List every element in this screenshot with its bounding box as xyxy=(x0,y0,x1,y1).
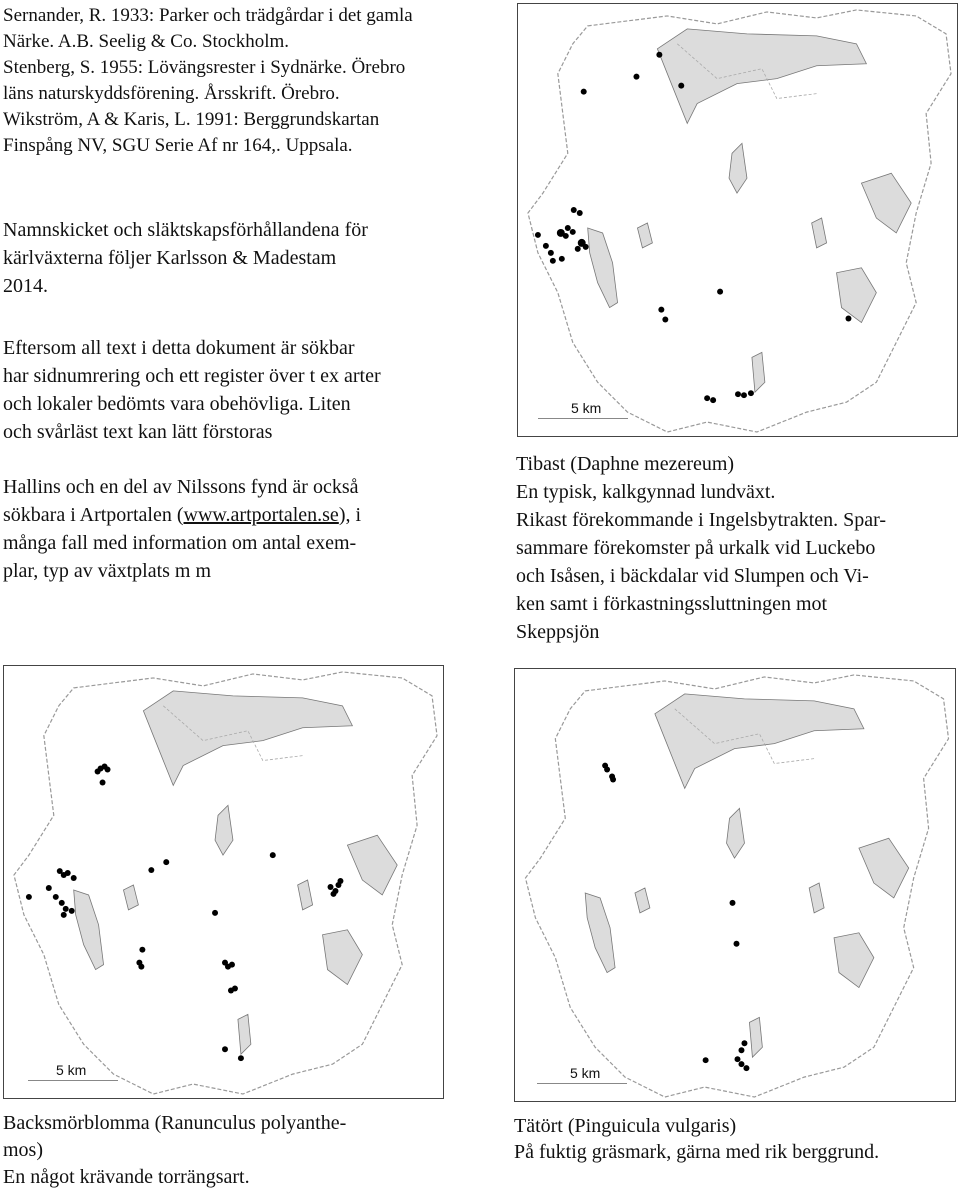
occurrence-dot xyxy=(46,885,52,891)
caption-line: Skeppsjön xyxy=(516,621,600,643)
tatort-map xyxy=(514,668,956,1102)
occurrence-dot xyxy=(570,229,576,235)
naming-note xyxy=(3,216,368,300)
occurrence-dot xyxy=(734,941,740,947)
occurrence-dot xyxy=(846,316,852,322)
occurrence-dot xyxy=(662,317,668,323)
occurrence-dot xyxy=(738,1061,744,1067)
occurrence-dot xyxy=(61,912,67,918)
search-line: Eftersom all text i detta dokument är sökbar xyxy=(3,337,355,359)
naming-line: kärlväxterna följer Karlsson & Madestam xyxy=(3,247,337,269)
hallins-line: plar, typ av växtplats m m xyxy=(3,560,212,582)
occurrence-dot xyxy=(610,777,616,783)
occurrence-dot xyxy=(148,867,154,873)
search-line: och svårläst text kan lätt förstoras xyxy=(3,421,273,443)
occurrence-dot xyxy=(337,878,343,884)
occurrence-dot xyxy=(741,392,747,398)
scale-bar xyxy=(28,1080,118,1081)
occurrence-dot xyxy=(678,83,684,89)
occurrence-dot xyxy=(535,232,541,238)
occurrence-dot xyxy=(710,397,716,403)
occurrence-dot xyxy=(575,246,581,252)
hallins-line xyxy=(3,501,361,529)
occurrence-dot xyxy=(658,307,664,313)
occurrence-dot xyxy=(717,289,723,295)
caption-line: En typisk, kalkgynnad lundväxt. xyxy=(516,481,776,503)
occurrence-dot xyxy=(577,210,583,216)
occurrence-dot xyxy=(571,207,577,213)
occurrence-dot xyxy=(563,233,569,239)
occurrence-dot xyxy=(238,1055,244,1061)
occurrence-dot xyxy=(704,395,710,401)
backsmorblomma-map xyxy=(3,665,444,1099)
occurrence-dot xyxy=(232,986,238,992)
caption-line: sammare förekomster på urkalk vid Luckebo xyxy=(516,537,876,559)
caption-line: Rikast förekommande i Ingelsbytrakten. Spar- xyxy=(516,509,887,531)
references xyxy=(3,3,413,159)
occurrence-dot xyxy=(633,74,639,80)
naming-line: 2014. xyxy=(3,275,48,297)
occurrence-dot xyxy=(105,767,111,773)
reference-line: Sernander, R. 1933: Parker och trädgårdar i det gamla xyxy=(3,5,413,26)
hallins-line: Hallins och en del av Nilssons fynd är också xyxy=(3,476,359,498)
occurrence-dot xyxy=(270,852,276,858)
occurrence-dot xyxy=(59,900,65,906)
occurrence-dot xyxy=(741,1040,747,1046)
occurrence-dot xyxy=(69,908,75,914)
occurrence-dot xyxy=(565,225,571,231)
occurrence-dot xyxy=(738,1047,744,1053)
tatort-occurrence-dots xyxy=(602,763,749,1072)
occurrence-dot xyxy=(730,900,736,906)
occurrence-dot xyxy=(53,894,59,900)
backsmorblomma-occurrence-dots xyxy=(26,764,344,1062)
occurrence-dot xyxy=(550,258,556,264)
occurrence-dot xyxy=(100,779,106,785)
reference-line: Wikström, A & Karis, L. 1991: Berggrundskartan xyxy=(3,109,380,130)
occurrence-dot xyxy=(26,894,32,900)
occurrence-dot xyxy=(703,1057,709,1063)
caption-line: På fuktig gräsmark, gärna med rik berggrund. xyxy=(514,1141,880,1163)
reference-line: Finspång NV, SGU Serie Af nr 164,. Uppsala. xyxy=(3,135,353,156)
caption-line: Backsmörblomma (Ranunculus polyanthe- xyxy=(3,1112,347,1134)
occurrence-dot xyxy=(138,964,144,970)
reference-line: Stenberg, S. 1955: Lövängsrester i Sydnärke. Örebro xyxy=(3,57,406,78)
occurrence-dot xyxy=(328,884,334,890)
caption-line: mos) xyxy=(3,1139,43,1161)
scale-label: 5 km xyxy=(570,1065,601,1081)
occurrence-dot xyxy=(735,1056,741,1062)
naming-line: Namnskicket och släktskapsförhållandena för xyxy=(3,219,368,241)
artportalen-note xyxy=(3,473,361,585)
tatort-caption xyxy=(514,1113,879,1165)
occurrence-dot xyxy=(229,962,235,968)
tibast-map xyxy=(517,3,958,437)
scale-label: 5 km xyxy=(571,400,602,416)
caption-line: En något krävande torrängsart. xyxy=(3,1166,250,1188)
occurrence-dot xyxy=(212,910,218,916)
backsmorblomma-caption xyxy=(3,1110,346,1191)
occurrence-dot xyxy=(559,256,565,262)
occurrence-dot xyxy=(748,390,754,396)
occurrence-dot xyxy=(71,875,77,881)
caption-line: och Isåsen, i bäckdalar vid Slumpen och Vi- xyxy=(516,565,869,587)
tatort-map-svg xyxy=(515,669,955,1101)
hallins-line: många fall med information om antal exem- xyxy=(3,532,357,554)
tibast-caption xyxy=(516,450,886,646)
caption-line: Tätört (Pinguicula vulgaris) xyxy=(514,1115,737,1137)
occurrence-dot xyxy=(581,89,587,95)
search-line: och lokaler bedömts vara obehövliga. Liten xyxy=(3,393,351,415)
occurrence-dot xyxy=(331,891,337,897)
occurrence-dot xyxy=(735,391,741,397)
occurrence-dot xyxy=(63,906,69,912)
occurrence-dot xyxy=(163,859,169,865)
tibast-map-svg xyxy=(518,4,957,436)
occurrence-dot xyxy=(743,1065,749,1071)
occurrence-dot xyxy=(548,250,554,256)
occurrence-dot xyxy=(65,870,71,876)
occurrence-dot xyxy=(583,244,589,250)
scale-bar xyxy=(537,1083,627,1084)
backsmorblomma-map-svg xyxy=(4,666,443,1098)
reference-line: läns naturskyddsförening. Årsskrift. Örebro. xyxy=(3,83,340,104)
search-line: har sidnumrering och ett register över t ex arter xyxy=(3,365,381,387)
caption-line: ken samt i förkastningssluttningen mot xyxy=(516,593,828,615)
occurrence-dot xyxy=(656,52,662,58)
hallins-text: sökbara i Artportalen ( xyxy=(3,504,184,526)
artportalen-link[interactable]: www.artportalen.se xyxy=(183,504,339,526)
caption-line: Tibast (Daphne mezereum) xyxy=(516,453,735,475)
occurrence-dot xyxy=(604,767,610,773)
scale-bar xyxy=(538,418,628,419)
search-note xyxy=(3,334,381,446)
occurrence-dot xyxy=(543,243,549,249)
scale-label: 5 km xyxy=(56,1062,87,1078)
hallins-text: ), i xyxy=(338,504,362,526)
reference-line: Närke. A.B. Seelig & Co. Stockholm. xyxy=(3,31,290,52)
occurrence-dot xyxy=(222,1046,228,1052)
occurrence-dot xyxy=(139,947,145,953)
